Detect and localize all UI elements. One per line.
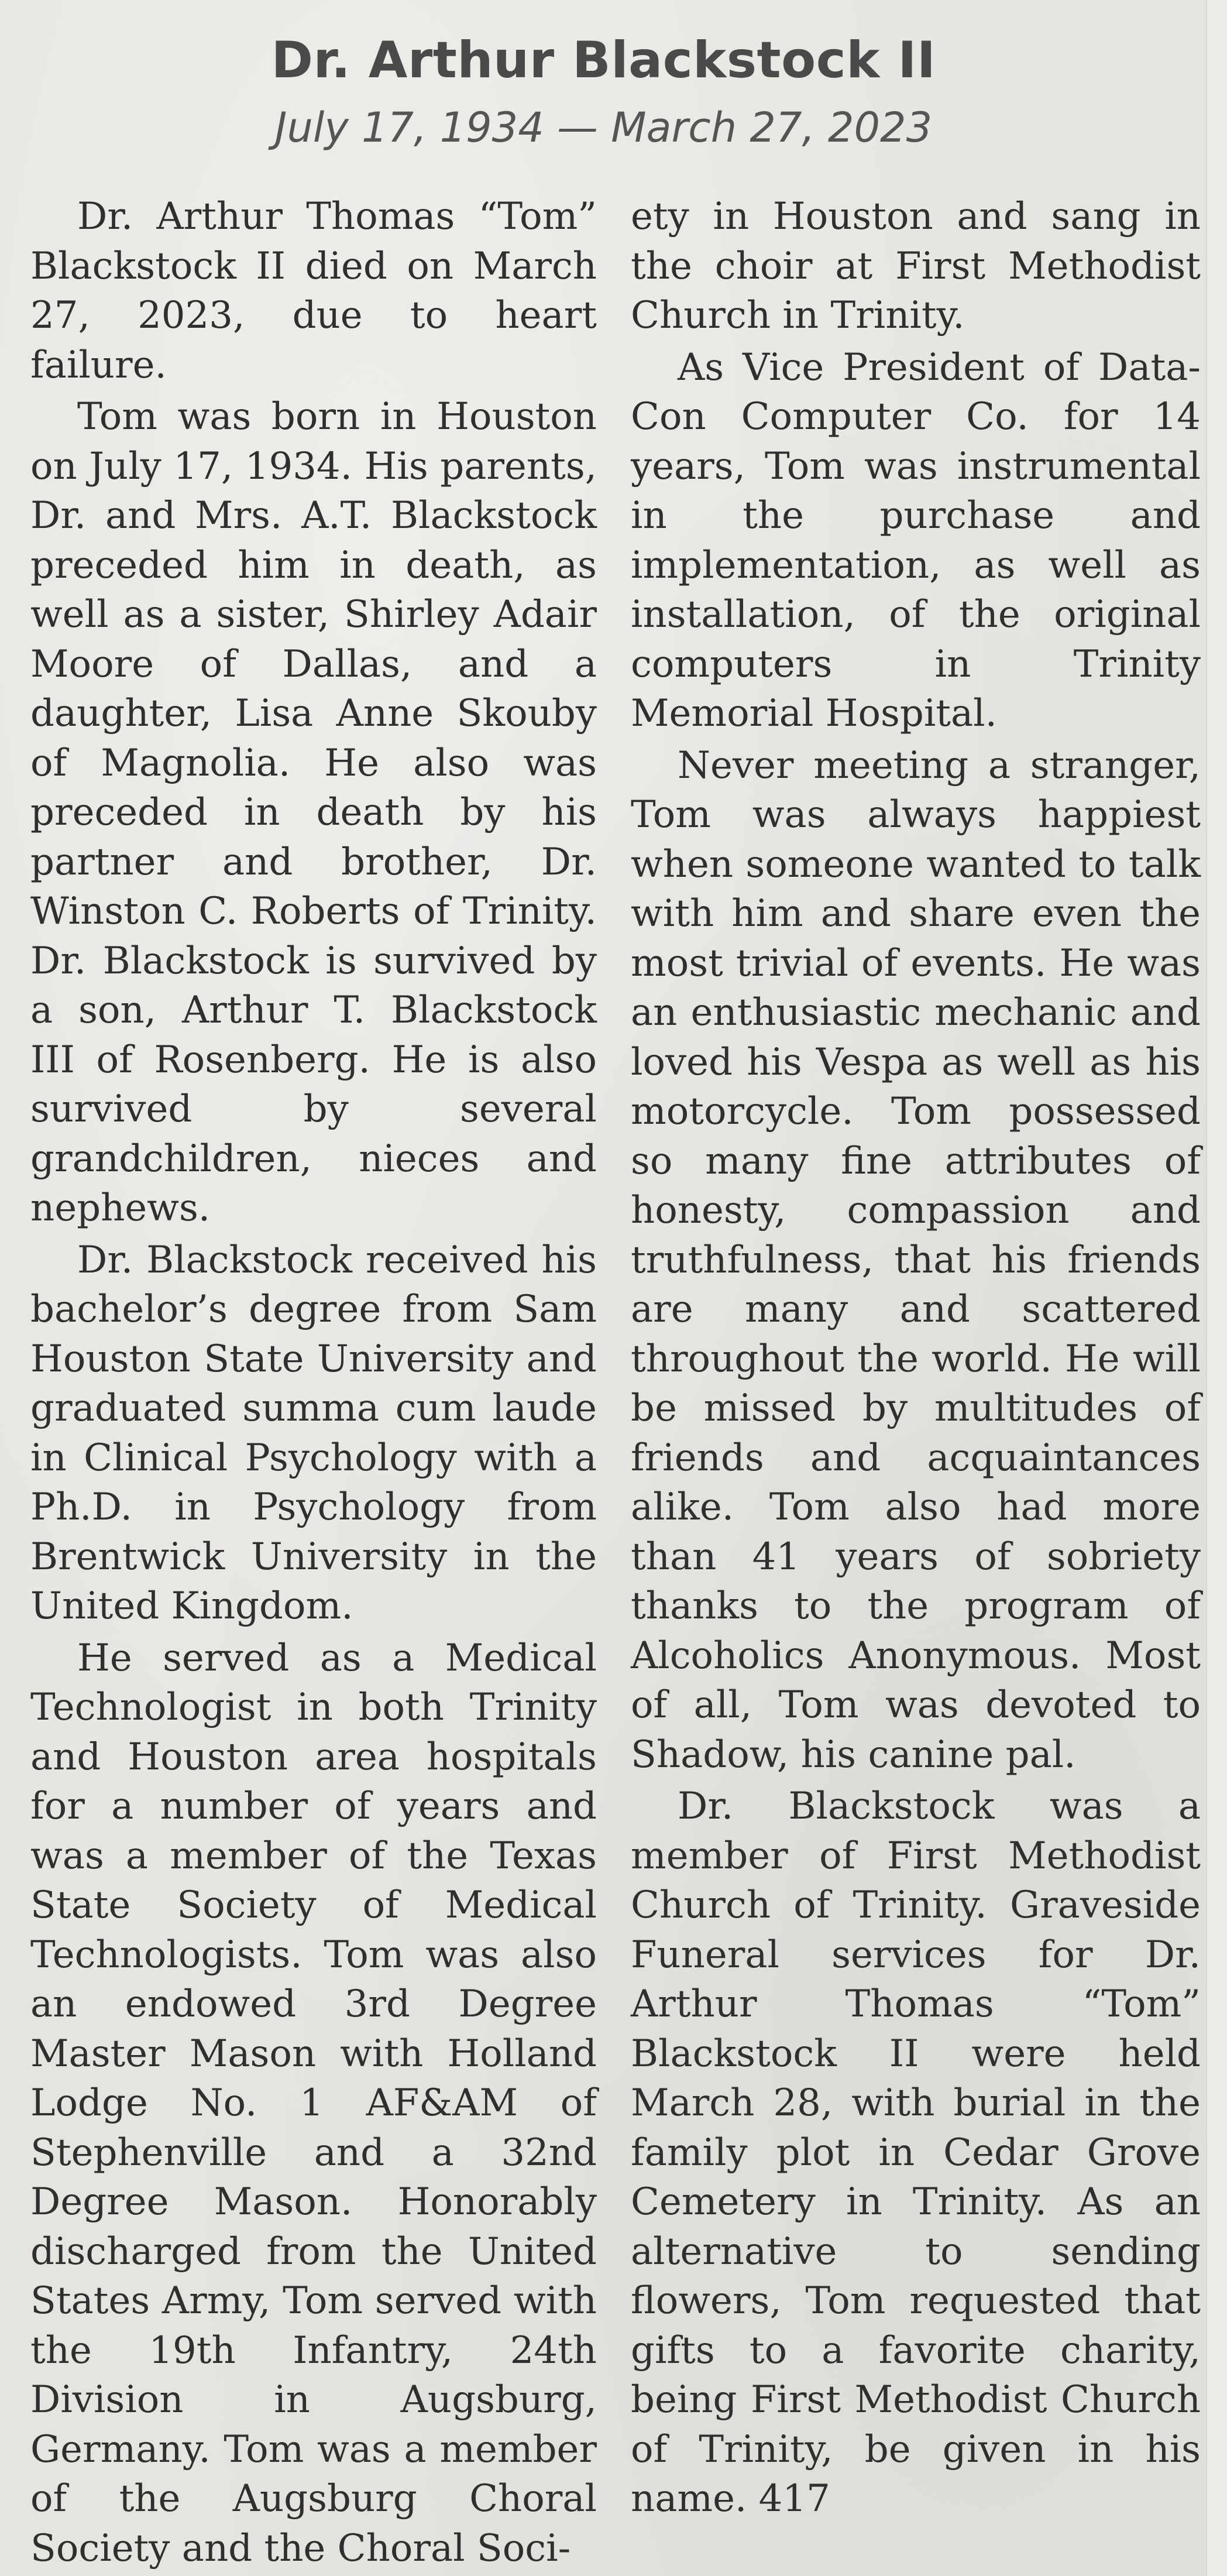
paragraph: Dr. Blackstock received his bachelor’s degree from Sam Houston State University and graduated summa cum laude in Clinical Psychology with a Ph.D. in Psychology from Brentwick University in the United Kingdom. — [30, 1238, 597, 1628]
paragraph: As Vice President of Data-Con Computer Co. for 14 years, Tom was instrumental in the purchase and implementation, as well as installation, of the original computers in Trinity Memorial Hospital. — [631, 345, 1201, 735]
page-edge — [1206, 0, 1227, 2576]
paragraph: Dr. Arthur Thomas “Tom” Blackstock II died on March 27, 2023, due to heart failure. — [30, 195, 597, 387]
obituary-title: Dr. Arthur Blackstock II — [271, 31, 936, 90]
left-column — [30, 192, 597, 2575]
paragraph: Tom was born in Houston on July 17, 1934. His parents, Dr. and Mrs. A.T. Blackstock preceded him in death, as well as a sister, Shirley Adair Moore of Dallas, and a daughter, Lisa Anne Skouby of Magnolia. He also was preceded in death by his partner and brother, Dr. Winston C. Roberts of Trinity. Dr. Blackstock is survived by a son, Arthur T. Blackstock III of Rosenberg. He is also survived by several grandchildren, nieces and nephews. — [30, 395, 597, 1230]
paragraph: Never meeting a stranger, Tom was always happiest when someone wanted to talk with him and share even the most trivial of events. He was an enthusiastic mechanic and loved his Vespa as well as his motorcycle. Tom possessed so many fine attributes of honesty, compassion and truthfulness, that his friends are many and scattered throughout the world. He will be missed by multitudes of friends and acquaintances alike. Tom also had more than 41 years of sobriety thanks to the program of Alcoholics Anonymous. Most of all, Tom was devoted to Shadow, his canine pal. — [631, 743, 1201, 1776]
right-column — [631, 192, 1201, 2526]
paragraph-continuation: ety in Houston and sang in the choir at First Methodist Church in Trinity. — [631, 195, 1201, 337]
paragraph: He served as a Medical Technologist in both Trinity and Houston area hospitals for a number of years and was a member of the Texas State Society of Medical Technologists. Tom was also an endowed 3rd Degree Master Mason with Holland Lodge No. 1 AF&AM of Stephenville and a 32nd Degree Mason. Honorably discharged from the United States Army, Tom served with the 19th Infantry, 24th Division in Augsburg, Germany. Tom was a member of the Augsburg Choral Society and the Choral Soci- — [30, 1636, 597, 2570]
paragraph: Dr. Blackstock was a member of First Methodist Church of Trinity. Graveside Funeral services for Dr. Arthur Thomas “Tom” Blackstock II were held March 28, with burial in the family plot in Cedar Grove Cemetery in Trinity. As an alternative to sending flowers, Tom requested that gifts to a favorite charity, being First Methodist Church of Trinity, be given in his name. 417 — [631, 1785, 1201, 2520]
obituary-dates: July 17, 1934 — March 27, 2023 — [274, 104, 933, 152]
